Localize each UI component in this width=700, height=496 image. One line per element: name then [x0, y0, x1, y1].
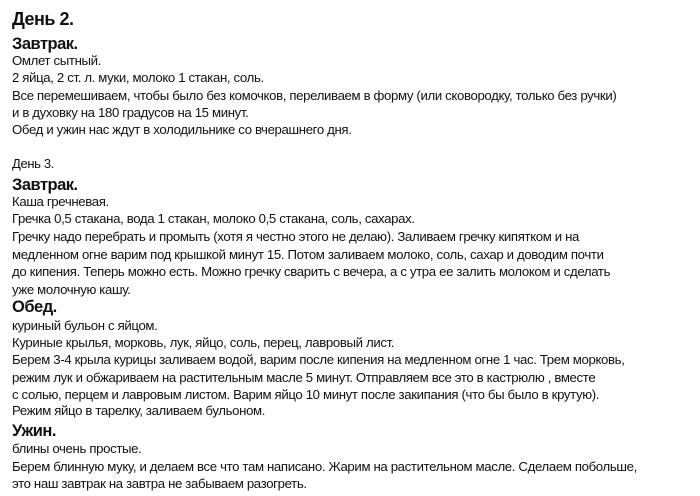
text-line: и в духовку на 180 градусов на 15 минут.	[12, 105, 249, 120]
text-line: Режим яйцо в тарелку, заливаем бульоном.	[12, 403, 266, 418]
text-line: медленном огне варим под крышкой минут 15. Потом заливаем молоко, соль, сахар и доводим почти	[12, 247, 604, 262]
text-line: режим лук и обжариваем на растительным масле 5 минут. Отправляем все это в кастрюлю , вместе	[12, 370, 596, 385]
text-line: Берем 3-4 крыла курицы заливаем водой, варим после кипения на медленном огне 1 час. Трем морковь,	[12, 352, 625, 367]
lunch-heading: Обед.	[12, 298, 57, 316]
text-line: Гречка 0,5 стакана, вода 1 стакан, молоко 0,5 стакана, соль, сахарах.	[12, 211, 415, 226]
text-line: Омлет сытный.	[12, 53, 101, 68]
text-line: это наш завтрак на завтра не забываем разогреть.	[12, 476, 307, 491]
day-2-breakfast-heading: Завтрак.	[12, 35, 78, 53]
text-line: Все перемешиваем, чтобы было без комочков, переливаем в форму (или сковородку, только без ручки)	[12, 88, 617, 103]
text-line: Берем блинную муку, и делаем все что там написано. Жарим на растительном масле. Сделаем побольше,	[12, 459, 637, 474]
text-line: Гречку надо перебрать и промыть (хотя я честно этого не делаю). Заливаем гречку кипятком и на	[12, 229, 580, 244]
text-line: 2 яйца, 2 ст. л. муки, молоко 1 стакан, соль.	[12, 70, 264, 85]
day-3-breakfast-heading: Завтрак.	[12, 176, 78, 194]
text-line: с солью, перцем и лавровым листом. Варим яйцо 10 минут после закипания (что бы было в крутую).	[12, 387, 600, 402]
text-line: уже молочную кашу.	[12, 282, 131, 297]
day-3-title: День 3.	[12, 156, 54, 171]
text-line: куриный бульон с яйцом.	[12, 318, 158, 333]
text-line: до кипения. Теперь можно есть. Можно гречку сварить с вечера, а с утра ее залить молоком и сделать	[12, 264, 611, 279]
text-line: Каша гречневая.	[12, 194, 109, 209]
day-2-title: День 2.	[12, 9, 74, 29]
text-line: Куриные крылья, морковь, лук, яйцо, соль, перец, лавровый лист.	[12, 335, 395, 350]
dinner-heading: Ужин.	[12, 422, 56, 440]
text-line: блины очень простые.	[12, 441, 142, 456]
text-line: Обед и ужин нас ждут в холодильнике со вчерашнего дня.	[12, 122, 352, 137]
